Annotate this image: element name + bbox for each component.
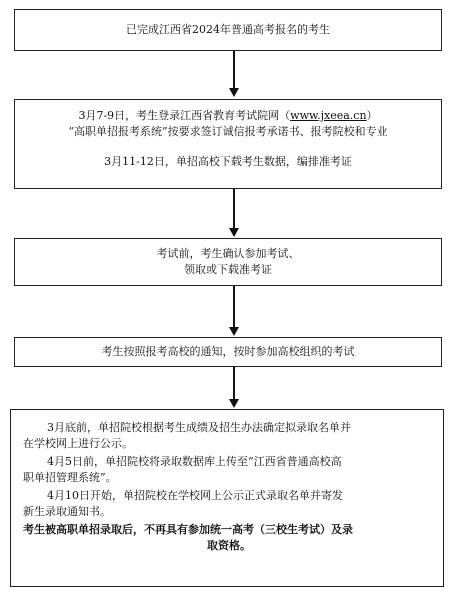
step-4-text: 考生按照报考高校的通知，按时参加高校组织的考试 — [101, 345, 355, 358]
arrow-2-head — [229, 228, 239, 237]
arrow-3-head — [229, 327, 239, 336]
step-2-line-1-suffix: ） — [366, 109, 378, 122]
step-3-line-2: 领取或下载准考证 — [184, 263, 272, 276]
step-2-line-1-prefix: 3月7-9日，考生登录江西省教育考试院网（ — [78, 109, 291, 122]
arrow-1-head — [229, 88, 239, 97]
jxeea-website-link[interactable]: www.jxeea.cn — [290, 109, 367, 122]
step-1-text: 已完成江西省2024年普通高考报名的考生 — [126, 23, 330, 36]
step-4-box — [14, 337, 442, 367]
arrow-2-shaft — [233, 189, 235, 229]
step-5-p1-line-2: 在学校网上进行公示。 — [23, 437, 133, 450]
step-5-p2-line-1: 4月5日前，单招院校将录取数据库上传至“江西省普通高校高 — [47, 455, 342, 468]
step-5-p3-line-2: 新生录取通知书。 — [23, 505, 111, 518]
arrow-4-head — [229, 399, 239, 408]
step-5-p1-line-1: 3月底前，单招院校根据考生成绩及招生办法确定拟录取名单并 — [47, 421, 351, 434]
step-1-box — [14, 9, 442, 51]
step-2-line-3: 3月11-12日，单招高校下载考生数据，编排准考证 — [104, 155, 352, 168]
step-2-box — [14, 99, 442, 189]
step-5-box — [10, 409, 444, 587]
step-3-box — [14, 238, 442, 286]
step-5-p3-line-1: 4月10日开始，单招院校在学校网上公示正式录取名单并寄发 — [47, 489, 343, 502]
step-5-bold-line-1: 考生被高职单招录取后，不再具有参加统一高考（三校生考试）及录 — [23, 523, 353, 536]
step-3-line-1: 考试前，考生确认参加考试、 — [156, 247, 300, 260]
arrow-3-shaft — [233, 286, 235, 328]
step-5-p2-line-2: 职单招管理系统”。 — [23, 471, 117, 484]
arrow-1-shaft — [233, 51, 235, 89]
step-2-line-2: “高职单招报考系统”按要求签订诚信报考承诺书、报考院校和专业 — [68, 125, 388, 138]
step-2-line-1 — [15, 108, 441, 124]
arrow-4-shaft — [233, 367, 235, 400]
step-5-bold-line-2: 取资格。 — [207, 539, 251, 552]
